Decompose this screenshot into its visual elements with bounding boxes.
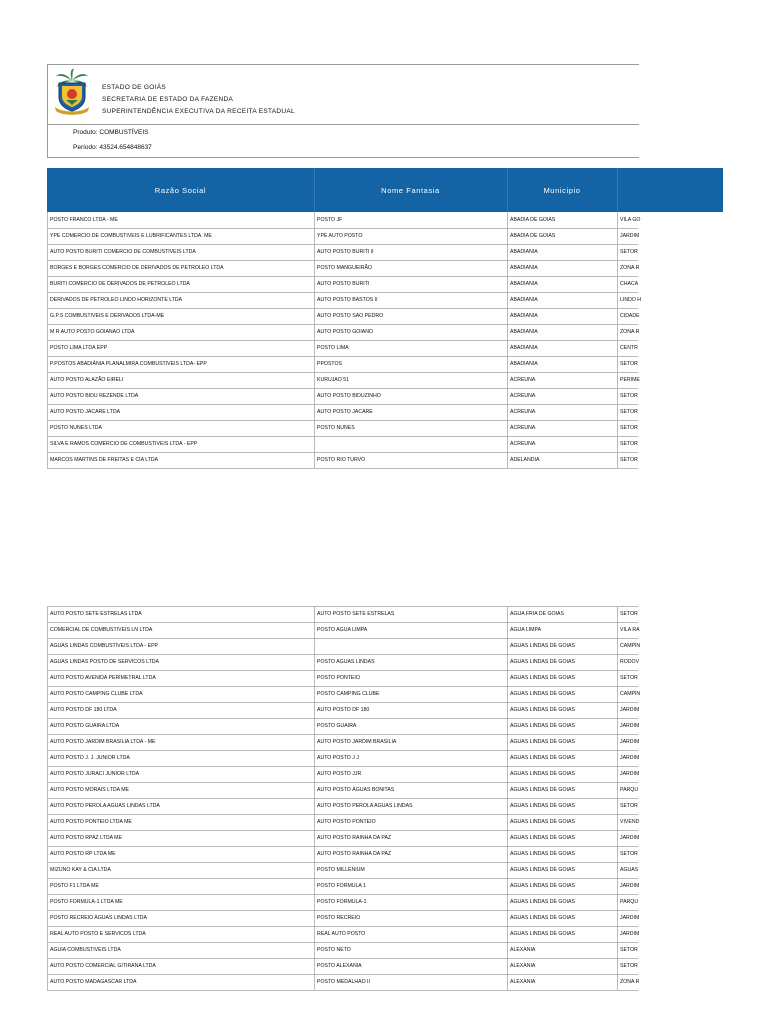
table-row	[47, 926, 638, 943]
cell-endereco: SETOR	[617, 388, 638, 404]
table-row	[47, 830, 638, 847]
cell-nome-fantasia: AUTO POSTO RAINHA DA PAZ	[314, 846, 507, 862]
cell-endereco: CAMPIN	[617, 638, 638, 654]
table-row	[47, 622, 638, 639]
cell-endereco: JARDIM	[617, 910, 638, 926]
cell-razao-social: BORGES E BORGES COMERCIO DE DERIVADOS DE PETROLEO LTDA	[47, 260, 314, 276]
cell-municipio: AGUAS LINDAS DE GOIAS	[507, 846, 617, 862]
cell-municipio: ACREUNA	[507, 372, 617, 388]
table-row	[47, 404, 638, 421]
cell-municipio: ABADIANIA	[507, 308, 617, 324]
cell-municipio: AGUAS LINDAS DE GOIAS	[507, 702, 617, 718]
cell-razao-social: G.P.S COMBUSTIVEIS E DERIVADOS LTDA-ME	[47, 308, 314, 324]
cell-razao-social: AUTO POSTO AVENIDA PERIMETRAL LTDA	[47, 670, 314, 686]
cell-municipio: ALEXANIA	[507, 958, 617, 974]
cell-nome-fantasia: POSTO AGUAS LINDAS	[314, 654, 507, 670]
cell-razao-social: AUTO POSTO MADAGASCAR LTDA	[47, 974, 314, 990]
header-state: ESTADO DE GOIÁS	[102, 84, 166, 91]
cell-municipio: ABADIANIA	[507, 340, 617, 356]
cell-municipio: AGUA FRIA DE GOIAS	[507, 606, 617, 622]
table-row	[47, 228, 638, 245]
table-row	[47, 670, 638, 687]
cell-nome-fantasia: AUTO POSTO RAINHA DA PAZ	[314, 830, 507, 846]
cell-razao-social: AGUIA COMBUSTIVEIS LTDA	[47, 942, 314, 958]
cell-municipio: AGUAS LINDAS DE GOIAS	[507, 654, 617, 670]
column-header-nome-fantasia: Nome Fantasia	[314, 168, 508, 212]
cell-nome-fantasia: AUTO POSTO SETE ESTRELAS	[314, 606, 507, 622]
cell-razao-social: P.POSTOS ABADIÂNIA PLANALMIRA COMBUSTIVEIS LTDA- EPP	[47, 356, 314, 372]
table-row	[47, 734, 638, 751]
cell-razao-social: AUTO POSTO GUAIRA LTDA	[47, 718, 314, 734]
cell-endereco: SETOR	[617, 798, 638, 814]
cell-municipio: AGUAS LINDAS DE GOIAS	[507, 814, 617, 830]
table-row	[47, 766, 638, 783]
table-row	[47, 910, 638, 927]
cell-nome-fantasia: PPOSTOS	[314, 356, 507, 372]
cell-endereco: CENTR	[617, 340, 638, 356]
cell-municipio: ABADIANIA	[507, 356, 617, 372]
cell-endereco: VILA RA	[617, 622, 638, 638]
cell-municipio: AGUAS LINDAS DE GOIAS	[507, 878, 617, 894]
cell-endereco: JARDIM	[617, 926, 638, 942]
table-row	[47, 894, 638, 911]
cell-razao-social: POSTO LIMA LTDA EPP	[47, 340, 314, 356]
cell-razao-social: POSTO FRANCO LTDA - ME	[47, 212, 314, 228]
cell-nome-fantasia: POSTO LIMA	[314, 340, 507, 356]
cell-municipio: AGUAS LINDAS DE GOIAS	[507, 926, 617, 942]
table-header	[47, 168, 723, 212]
cell-razao-social: AUTO POSTO SETE ESTRELAS LTDA	[47, 606, 314, 622]
cell-razao-social: MIZUNO KAY & CIA LTDA	[47, 862, 314, 878]
goias-coat-of-arms-icon	[52, 67, 92, 117]
cell-razao-social: AUTO POSTO RPAZ LTDA ME	[47, 830, 314, 846]
cell-nome-fantasia: AUTO POSTO PEROLA AGUAS LINDAS	[314, 798, 507, 814]
cell-nome-fantasia: AUTO POSTO GOIANO	[314, 324, 507, 340]
cell-nome-fantasia: POSTO RIO TURVO	[314, 452, 507, 468]
cell-endereco: JARDIM	[617, 718, 638, 734]
cell-endereco: LINDO H	[617, 292, 638, 308]
table-row	[47, 212, 641, 229]
cell-nome-fantasia: POSTO NETO	[314, 942, 507, 958]
cell-endereco: SETOR	[617, 958, 638, 974]
cell-municipio: ABADIA DE GOIAS	[507, 228, 617, 244]
cell-endereco: ZONA R	[617, 260, 638, 276]
cell-municipio: AGUAS LINDAS DE GOIAS	[507, 766, 617, 782]
cell-razao-social: M R AUTO POSTO GOIANAO LTDA	[47, 324, 314, 340]
cell-municipio: ABADIANIA	[507, 260, 617, 276]
cell-razao-social: AUTO POSTO COMERCIAL GITIRANA LTDA	[47, 958, 314, 974]
cell-razao-social: AGUAS LINDAS POSTO DE SERVICOS LTDA	[47, 654, 314, 670]
cell-endereco: SETOR	[617, 942, 638, 958]
cell-endereco: VILA GO	[617, 212, 638, 228]
cell-municipio: AGUAS LINDAS DE GOIAS	[507, 782, 617, 798]
cell-razao-social: AUTO POSTO J. J. JUNIOR LTDA	[47, 750, 314, 766]
cell-endereco: JARDIM	[617, 766, 638, 782]
cell-razao-social: AUTO POSTO MORAIS LTDA ME	[47, 782, 314, 798]
cell-nome-fantasia: AUTO POSTO BIDUZINHO	[314, 388, 507, 404]
cell-endereco: JARDIM	[617, 878, 638, 894]
cell-endereco: SETOR	[617, 244, 638, 260]
cell-municipio: ACREUNA	[507, 420, 617, 436]
table-row	[47, 436, 638, 453]
cell-nome-fantasia: POSTO PONTEIO	[314, 670, 507, 686]
cell-nome-fantasia: POSTO JF	[314, 212, 507, 228]
cell-municipio: AGUA LIMPA	[507, 622, 617, 638]
cell-municipio: ADELANDIA	[507, 452, 617, 468]
cell-municipio: ACREUNA	[507, 388, 617, 404]
cell-razao-social: POSTO NUNES LTDA	[47, 420, 314, 436]
column-header-endereco	[617, 168, 723, 212]
table-row	[47, 356, 638, 373]
table-row	[47, 606, 638, 623]
cell-municipio: ALEXANIA	[507, 974, 617, 990]
cell-municipio: ABADIANIA	[507, 324, 617, 340]
cell-endereco: VIVEND	[617, 814, 638, 830]
cell-nome-fantasia: POSTO AGUA LIMPA	[314, 622, 507, 638]
cell-municipio: AGUAS LINDAS DE GOIAS	[507, 686, 617, 702]
cell-municipio: ALEXANIA	[507, 942, 617, 958]
product-label: Produto: COMBUSTÍVEIS	[73, 129, 149, 136]
cell-endereco: PARQU	[617, 782, 638, 798]
cell-nome-fantasia: POSTO NUNES	[314, 420, 507, 436]
cell-razao-social: DERIVADOS DE PETROLEO LINDO HORIZONTE LTDA	[47, 292, 314, 308]
cell-endereco: CHACA	[617, 276, 638, 292]
cell-municipio: AGUAS LINDAS DE GOIAS	[507, 718, 617, 734]
cell-razao-social: POSTO FORMULA-1 LTDA ME	[47, 894, 314, 910]
cell-endereco: SETOR	[617, 670, 638, 686]
cell-razao-social: POSTO RECREIO AGUAS LINDAS LTDA	[47, 910, 314, 926]
table-row	[47, 308, 638, 325]
cell-endereco: ZONA R	[617, 974, 638, 990]
cell-razao-social: AUTO POSTO JACARE LTDA	[47, 404, 314, 420]
cell-nome-fantasia: AUTO POSTO BASTOS II	[314, 292, 507, 308]
cell-razao-social: COMERCIAL DE COMBUSTIVEIS LN LTDA	[47, 622, 314, 638]
cell-municipio: AGUAS LINDAS DE GOIAS	[507, 670, 617, 686]
cell-municipio: AGUAS LINDAS DE GOIAS	[507, 830, 617, 846]
cell-municipio: AGUAS LINDAS DE GOIAS	[507, 894, 617, 910]
table-row	[47, 750, 638, 767]
cell-nome-fantasia: POSTO MANGUEIRÃO	[314, 260, 507, 276]
cell-endereco: PERIME	[617, 372, 638, 388]
cell-nome-fantasia: AUTO POSTO ÁGUAS BONITAS	[314, 782, 507, 798]
cell-razao-social: POSTO F1 LTDA ME	[47, 878, 314, 894]
table-row	[47, 862, 638, 879]
cell-nome-fantasia: POSTO FORMULA 1	[314, 878, 507, 894]
cell-municipio: ACREUNA	[507, 436, 617, 452]
cell-nome-fantasia: AUTO POSTO JARDIM BRASILIA	[314, 734, 507, 750]
cell-nome-fantasia: AUTO POSTO DF 180	[314, 702, 507, 718]
period-label: Período: 43524.654848637	[73, 144, 152, 151]
cell-nome-fantasia: AUTO POSTO BURITI	[314, 276, 507, 292]
cell-razao-social: AUTO POSTO JURACI JUNIOR LTDA	[47, 766, 314, 782]
table-row	[47, 654, 638, 671]
table-row	[47, 798, 638, 815]
cell-razao-social: AUTO POSTO DF 180 LTDA	[47, 702, 314, 718]
cell-endereco: JARDIM	[617, 702, 638, 718]
cell-municipio: ABADIA DE GOIAS	[507, 212, 617, 228]
cell-endereco: ZONA R	[617, 324, 638, 340]
cell-endereco: PARQU	[617, 894, 638, 910]
cell-endereco: AGUAS	[617, 862, 638, 878]
column-header-municipio: Municipio	[507, 168, 618, 212]
column-header-razao-social: Razão Social	[47, 168, 315, 212]
cell-razao-social: AUTO POSTO CAMPING CLUBE LTDA	[47, 686, 314, 702]
cell-nome-fantasia: KURUJAO 51	[314, 372, 507, 388]
cell-endereco: SETOR	[617, 452, 638, 468]
cell-razao-social: AGUAS LINDAS COMBUSTIVEIS LTDA - EPP	[47, 638, 314, 654]
cell-nome-fantasia: AUTO POSTO PONTEIO	[314, 814, 507, 830]
cell-endereco: JARDIM	[617, 734, 638, 750]
cell-razao-social: AUTO POSTO PONTEIO LTDA ME	[47, 814, 314, 830]
cell-razao-social: AUTO POSTO ALAZÃO EIRELI	[47, 372, 314, 388]
cell-nome-fantasia	[314, 638, 507, 654]
cell-razao-social: AUTO POSTO JARDIM BRASILIA LTDA - ME	[47, 734, 314, 750]
cell-razao-social: AUTO POSTO BIDU REZENDE LTDA	[47, 388, 314, 404]
table-row	[47, 324, 638, 341]
cell-nome-fantasia: POSTO ALEXANIA	[314, 958, 507, 974]
cell-razao-social: REAL AUTO POSTO E SERVICOS LTDA	[47, 926, 314, 942]
cell-endereco: SETOR	[617, 356, 638, 372]
document-meta	[47, 124, 639, 158]
cell-nome-fantasia: POSTO GUAIRA	[314, 718, 507, 734]
table-row	[47, 372, 638, 389]
table-row	[47, 292, 642, 309]
cell-municipio: AGUAS LINDAS DE GOIAS	[507, 734, 617, 750]
cell-nome-fantasia: POSTO RECREIO	[314, 910, 507, 926]
table-row	[47, 718, 638, 735]
cell-municipio: AGUAS LINDAS DE GOIAS	[507, 750, 617, 766]
cell-endereco: JARDIM	[617, 750, 638, 766]
cell-endereco: RODOV	[617, 654, 638, 670]
cell-endereco: JARDIM	[617, 228, 638, 244]
table-row	[47, 878, 638, 895]
cell-municipio: ABADIANIA	[507, 276, 617, 292]
cell-nome-fantasia: AUTO POSTO SAO PEDRO	[314, 308, 507, 324]
cell-endereco: SETOR	[617, 404, 638, 420]
cell-endereco: SETOR	[617, 420, 638, 436]
cell-nome-fantasia: AUTO POSTO J J	[314, 750, 507, 766]
table-row	[47, 244, 638, 261]
cell-razao-social: YPE COMERCIO DE COMBUSTIVEIS E LUBRIFICANTES LTDA. ME	[47, 228, 314, 244]
table-row	[47, 638, 641, 655]
cell-nome-fantasia: POSTO CAMPING CLUBE	[314, 686, 507, 702]
cell-nome-fantasia: POSTO FORMULA-1	[314, 894, 507, 910]
cell-municipio: ABADIANIA	[507, 244, 617, 260]
cell-nome-fantasia: AUTO POSTO BURITI II	[314, 244, 507, 260]
cell-nome-fantasia: POSTO MILLENIUM	[314, 862, 507, 878]
cell-municipio: ACREUNA	[507, 404, 617, 420]
table-row	[47, 340, 638, 357]
table-row	[47, 702, 638, 719]
cell-endereco: CIDADE	[617, 308, 638, 324]
cell-endereco: SETOR	[617, 436, 638, 452]
cell-razao-social: AUTO POSTO RP LTDA ME	[47, 846, 314, 862]
cell-municipio: AGUAS LINDAS DE GOIAS	[507, 638, 617, 654]
cell-razao-social: SILVA E RAMOS COMERCIO DE COMBUSTIVEIS LTDA - EPP	[47, 436, 314, 452]
cell-municipio: AGUAS LINDAS DE GOIAS	[507, 910, 617, 926]
cell-nome-fantasia: YPE AUTO POSTO	[314, 228, 507, 244]
table-row	[47, 782, 638, 799]
header-superintendence: SUPERINTENDÊNCIA EXECUTIVA DA RECEITA ESTADUAL	[102, 108, 295, 115]
cell-endereco: JARDIM	[617, 830, 638, 846]
cell-nome-fantasia: POSTO MEDALHAO II	[314, 974, 507, 990]
table-row	[47, 260, 638, 277]
table-row	[47, 686, 641, 703]
cell-razao-social: BURITI COMERCIO DE DERIVADOS DE PETROLEO LTDA	[47, 276, 314, 292]
cell-nome-fantasia: AUTO POSTO JACARE	[314, 404, 507, 420]
cell-endereco: SETOR	[617, 606, 638, 622]
cell-municipio: AGUAS LINDAS DE GOIAS	[507, 862, 617, 878]
document-header	[47, 64, 639, 125]
cell-razao-social: AUTO POSTO PEROLA AGUAS LINDAS LTDA	[47, 798, 314, 814]
table-row	[47, 958, 638, 975]
cell-endereco: CAMPIN	[617, 686, 638, 702]
table-row	[47, 814, 638, 831]
table-row	[47, 420, 638, 437]
cell-razao-social: AUTO POSTO BURITI COMERCIO DE COMBUSTIVEIS LTDA	[47, 244, 314, 260]
cell-nome-fantasia	[314, 436, 507, 452]
table-row	[47, 974, 638, 991]
table-row	[47, 452, 638, 469]
cell-nome-fantasia: REAL AUTO POSTO	[314, 926, 507, 942]
cell-municipio: ABADIANIA	[507, 292, 617, 308]
table-row	[47, 846, 638, 863]
table-row	[47, 942, 638, 959]
cell-endereco: SETOR	[617, 846, 638, 862]
cell-municipio: AGUAS LINDAS DE GOIAS	[507, 798, 617, 814]
table-row	[47, 276, 638, 293]
cell-razao-social: MARCOS MARTINS DE FREITAS E CIA LTDA	[47, 452, 314, 468]
header-secretariat: SECRETARIA DE ESTADO DA FAZENDA	[102, 96, 234, 103]
table-row	[47, 388, 638, 405]
cell-nome-fantasia: AUTO POSTO JJR	[314, 766, 507, 782]
